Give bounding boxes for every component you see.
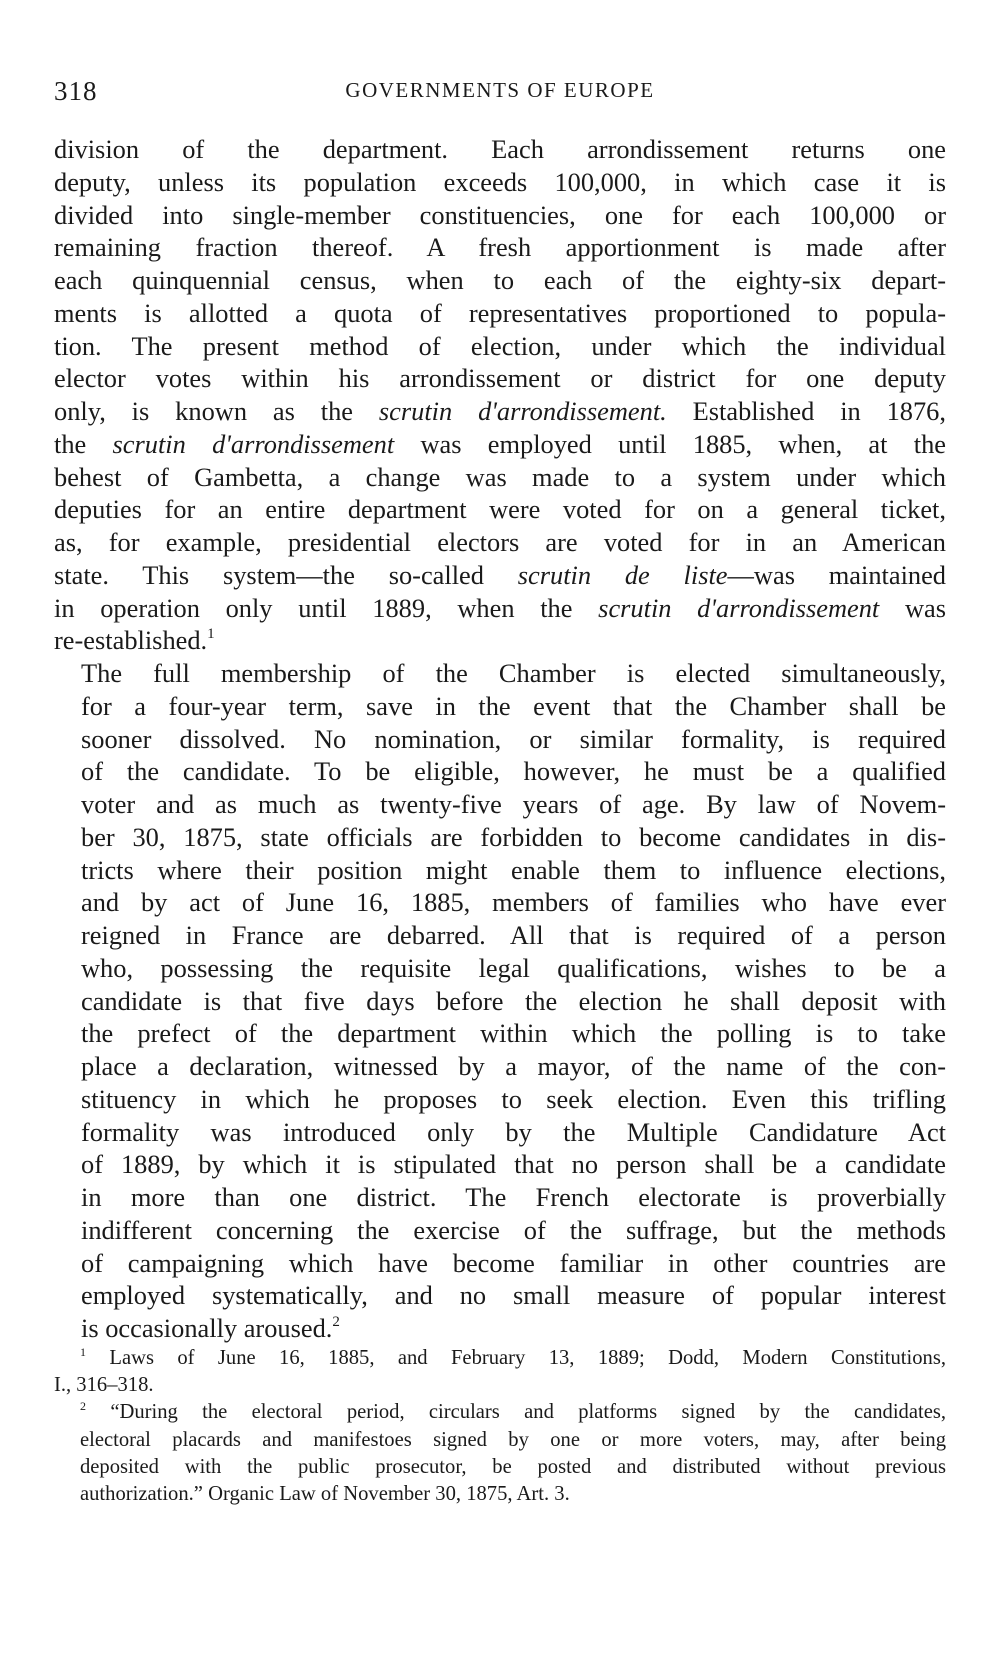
text-line: candidate is that five days before the election he shall deposit with — [81, 985, 946, 1016]
text-run: is occasionally aroused. — [81, 1313, 333, 1343]
text-line: and by act of June 16, 1885, members of families who have ever — [81, 887, 946, 918]
text-run: state. This system—the so-called — [54, 559, 518, 590]
italic-term: scrutin d'arrondissement — [598, 592, 880, 623]
text-run: Laws of June 16, 1885, and February 13, 1889; Dodd, Modern Constitutions, — [86, 1347, 946, 1369]
page-header — [54, 76, 946, 112]
footnote-marker: 2 — [80, 1399, 86, 1414]
text-run: in operation only until 1889, when the — [54, 592, 599, 623]
text-line — [54, 559, 946, 592]
text-line: stituency in which he proposes to seek election. Even this trifling — [81, 1083, 946, 1114]
text-line: sooner dissolved. No nomination, or similar formality, is required — [81, 723, 946, 754]
text-line: tricts where their position might enable them to influence elections, — [81, 854, 946, 885]
text-line: voter and as much as twenty-five years of age. By law of Novem- — [81, 789, 946, 819]
text-line: elector votes within his arrondissement or district for one deputy — [54, 363, 946, 394]
text-run: only, is known as the — [54, 396, 379, 426]
footnote-1 — [54, 1345, 946, 1399]
footnote-line: deposited with the public prosecutor, be posted and distributed without previous — [80, 1455, 946, 1478]
text-line: each quinquennial census, when to each of the eighty-six depart- — [54, 265, 946, 295]
text-line: tion. The present method of election, under which the individual — [54, 330, 946, 361]
text-line: The full membership of the Chamber is elected simultaneously, — [81, 658, 946, 688]
footnote-ref[interactable]: 2 — [332, 1314, 340, 1330]
footnote-line: I., 316–318. — [54, 1374, 154, 1397]
text-line: behest of Gambetta, a change was made to a system under which — [54, 461, 946, 492]
text-line: remaining fraction thereof. A fresh apportionment is made after — [54, 232, 946, 263]
text-line: for a four-year term, save in the event that the Chamber shall be — [81, 690, 946, 721]
text-line — [54, 592, 946, 625]
text-line — [54, 428, 946, 461]
paragraph-1 — [54, 133, 946, 657]
text-line: in more than one district. The French electorate is proverbially — [81, 1182, 946, 1212]
text-line — [54, 395, 946, 428]
text-line: ments is allotted a quota of representatives proportioned to popula- — [54, 297, 946, 328]
text-line: of campaigning which have become familiar in other countries are — [81, 1247, 946, 1278]
page-number: 318 — [54, 76, 98, 106]
text-line: reigned in France are debarred. All that is required of a person — [81, 920, 946, 950]
text-line: ber 30, 1875, state officials are forbidden to become candidates in dis- — [81, 821, 946, 852]
text-line: place a declaration, witnessed by a mayor, of the name of the con- — [81, 1051, 946, 1081]
text-line: deputies for an entire department were voted for on a general ticket, — [54, 494, 946, 525]
footnotes — [54, 1345, 946, 1508]
text-run: Established in 1876, — [666, 396, 946, 426]
text-line: who, possessing the requisite legal qualifications, wishes to be a — [81, 952, 946, 983]
text-run: “During the electoral period, circulars and platforms signed by the candidates, — [86, 1401, 946, 1424]
text-line: division of the department. Each arrondissement returns one — [54, 134, 946, 164]
footnote-marker: 1 — [80, 1345, 86, 1359]
footnote-2 — [54, 1399, 946, 1508]
text-line: as, for example, presidential electors are voted for in an American — [54, 527, 946, 557]
text-run: the — [54, 428, 113, 459]
footnote-ref[interactable]: 1 — [207, 626, 215, 643]
text-line: the prefect of the department within which the polling is to take — [81, 1018, 946, 1049]
text-line — [54, 1312, 946, 1345]
footnote-line: authorization.” Organic Law of November 30, 1875, Art. 3. — [80, 1483, 570, 1506]
text-line: divided into single-member constituencies, one for each 100,000 or — [54, 199, 946, 230]
text-line: formality was introduced only by the Multiple Candidature Act — [81, 1116, 946, 1147]
footnote-line — [54, 1399, 946, 1426]
text-line: employed systematically, and no small measure of popular interest — [81, 1280, 946, 1311]
footnote-line — [54, 1345, 946, 1372]
text-run: re-established. — [54, 625, 208, 656]
text-line: deputy, unless its population exceeds 100,000, in which case it is — [54, 166, 946, 197]
text-line: of 1889, by which it is stipulated that no person shall be a candidate — [81, 1149, 946, 1180]
running-head: GOVERNMENTS OF EUROPE — [345, 78, 655, 102]
paragraph-2 — [54, 657, 946, 1345]
text-line: of the candidate. To be eligible, however, he must be a qualified — [81, 756, 946, 787]
italic-term: scrutin de liste — [517, 559, 728, 590]
text-run: was employed until 1885, when, at the — [394, 428, 946, 459]
text-line: indifferent concerning the exercise of the suffrage, but the methods — [81, 1214, 946, 1245]
text-line — [54, 624, 946, 657]
text-run: —was maintained — [727, 559, 946, 590]
italic-term: scrutin d'arrondissement — [112, 428, 395, 459]
text-run: was — [879, 592, 946, 623]
italic-term: scrutin d'arrondissement. — [378, 396, 667, 426]
body-text — [54, 133, 946, 1345]
footnote-line: electoral placards and manifestoes signed by one or more voters, may, after being — [80, 1428, 946, 1451]
